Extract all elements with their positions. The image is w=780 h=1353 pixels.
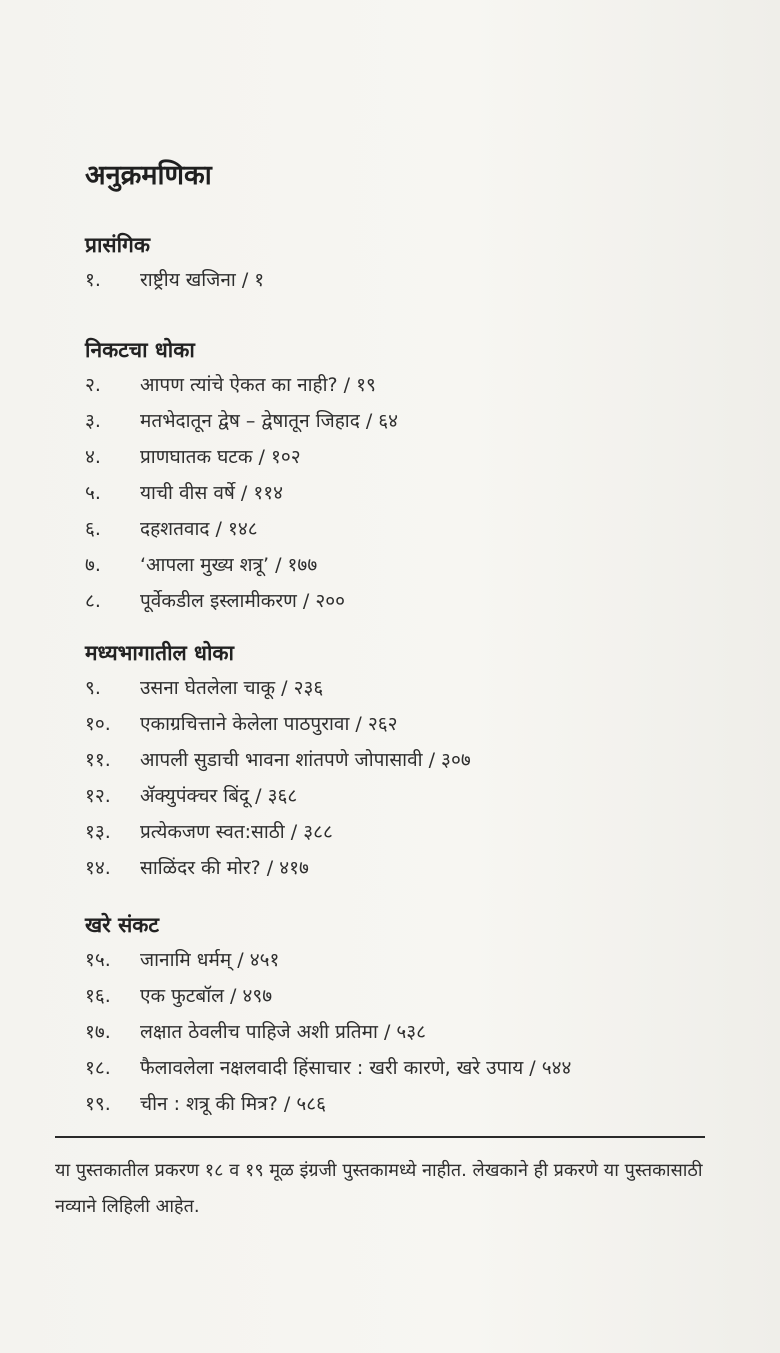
- chapter-number: ७.: [85, 554, 101, 576]
- chapter-title: आपली सुडाची भावना शांतपणे जोपासावी / ३०७: [140, 749, 471, 771]
- section-heading: निकटचा धोका: [85, 338, 195, 362]
- chapter-title: प्राणघातक घटक / १०२: [140, 446, 301, 468]
- chapter-number: ११.: [85, 749, 111, 771]
- chapter-title: याची वीस वर्षे / ११४: [140, 482, 284, 504]
- chapter-number: १८.: [85, 1057, 111, 1079]
- chapter-title: ॲक्युपंक्चर बिंदू / ३६८: [140, 785, 298, 807]
- toc-entry[interactable]: [85, 583, 398, 619]
- toc-entry[interactable]: [85, 942, 571, 978]
- chapter-number: १७.: [85, 1021, 111, 1043]
- section-nikatcha-dhoka: [85, 333, 398, 619]
- toc-entry[interactable]: [85, 778, 471, 814]
- footnote-divider: [55, 1136, 705, 1138]
- toc-entry[interactable]: [85, 1086, 571, 1122]
- chapter-number: १५.: [85, 949, 111, 971]
- section-madhyabhagatil-dhoka: [85, 636, 471, 886]
- toc-entry[interactable]: [85, 547, 398, 583]
- section-heading: मध्यभागातील धोका: [85, 641, 234, 665]
- section-heading: खरे संकट: [85, 913, 159, 937]
- chapter-number: ५.: [85, 482, 101, 504]
- chapter-number: १४.: [85, 857, 111, 879]
- chapter-title: एक फुटबॉल / ४९७: [140, 985, 273, 1007]
- chapter-number: ८.: [85, 590, 101, 612]
- chapter-number: १३.: [85, 821, 111, 843]
- toc-entry[interactable]: [85, 814, 471, 850]
- chapter-number: १९.: [85, 1093, 111, 1115]
- toc-entry[interactable]: [85, 475, 398, 511]
- chapter-number: १.: [85, 269, 101, 291]
- chapter-number: ४.: [85, 446, 101, 468]
- section-prasangik: [85, 228, 264, 298]
- chapter-title: उसना घेतलेला चाकू / २३६: [140, 677, 324, 699]
- chapter-title: जानामि धर्मम् / ४५१: [140, 949, 280, 971]
- toc-entry[interactable]: [85, 850, 471, 886]
- toc-entry[interactable]: [85, 978, 571, 1014]
- chapter-title: चीन : शत्रू की मित्र? / ५८६: [140, 1093, 326, 1115]
- toc-entry[interactable]: [85, 511, 398, 547]
- section-khare-sankat: [85, 908, 571, 1122]
- toc-entry[interactable]: [85, 367, 398, 403]
- section-heading: प्रासंगिक: [85, 233, 150, 257]
- chapter-number: ३.: [85, 410, 101, 432]
- toc-entry[interactable]: [85, 403, 398, 439]
- toc-entry[interactable]: [85, 742, 471, 778]
- toc-entry[interactable]: [85, 706, 471, 742]
- chapter-title: मतभेदातून द्वेष – द्वेषातून जिहाद / ६४: [140, 410, 399, 432]
- chapter-title: एकाग्रचित्ताने केलेला पाठपुरावा / २६२: [140, 713, 398, 735]
- chapter-title: दहशतवाद / १४८: [140, 518, 258, 540]
- chapter-title: लक्षात ठेवलीच पाहिजे अशी प्रतिमा / ५३८: [140, 1021, 427, 1043]
- chapter-title: राष्ट्रीय खजिना / १: [140, 269, 265, 291]
- toc-entry[interactable]: [85, 439, 398, 475]
- toc-entry[interactable]: [85, 262, 264, 298]
- toc-entry[interactable]: [85, 1014, 571, 1050]
- chapter-title: साळिंदर की मोर? / ४१७: [140, 857, 309, 879]
- chapter-number: ६.: [85, 518, 101, 540]
- chapter-title: पूर्वेकडील इस्लामीकरण / २००: [140, 590, 345, 612]
- chapter-title: आपण त्यांचे ऐकत का नाही? / १९: [140, 374, 376, 396]
- chapter-title: प्रत्येकजण स्वत:साठी / ३८८: [140, 821, 333, 843]
- chapter-number: २.: [85, 374, 101, 396]
- chapter-title: फैलावलेला नक्षलवादी हिंसाचार : खरी कारणे, खरे उपाय / ५४४: [140, 1057, 572, 1079]
- toc-entry[interactable]: [85, 670, 471, 706]
- chapter-number: १२.: [85, 785, 111, 807]
- chapter-number: ९.: [85, 677, 101, 699]
- chapter-title: ‘आपला मुख्य शत्रू’ / १७७: [140, 554, 318, 576]
- toc-entry[interactable]: [85, 1050, 571, 1086]
- chapter-number: १०.: [85, 713, 111, 735]
- footnote: या पुस्तकातील प्रकरण १८ व १९ मूळ इंग्रजी पुस्तकामध्ये नाहीत. लेखकाने ही प्रकरणे या पुस्तकासाठी नव्याने लिहिली आहेत.: [55, 1160, 703, 1217]
- chapter-number: १६.: [85, 985, 111, 1007]
- page-title: अनुक्रमणिका: [85, 160, 212, 191]
